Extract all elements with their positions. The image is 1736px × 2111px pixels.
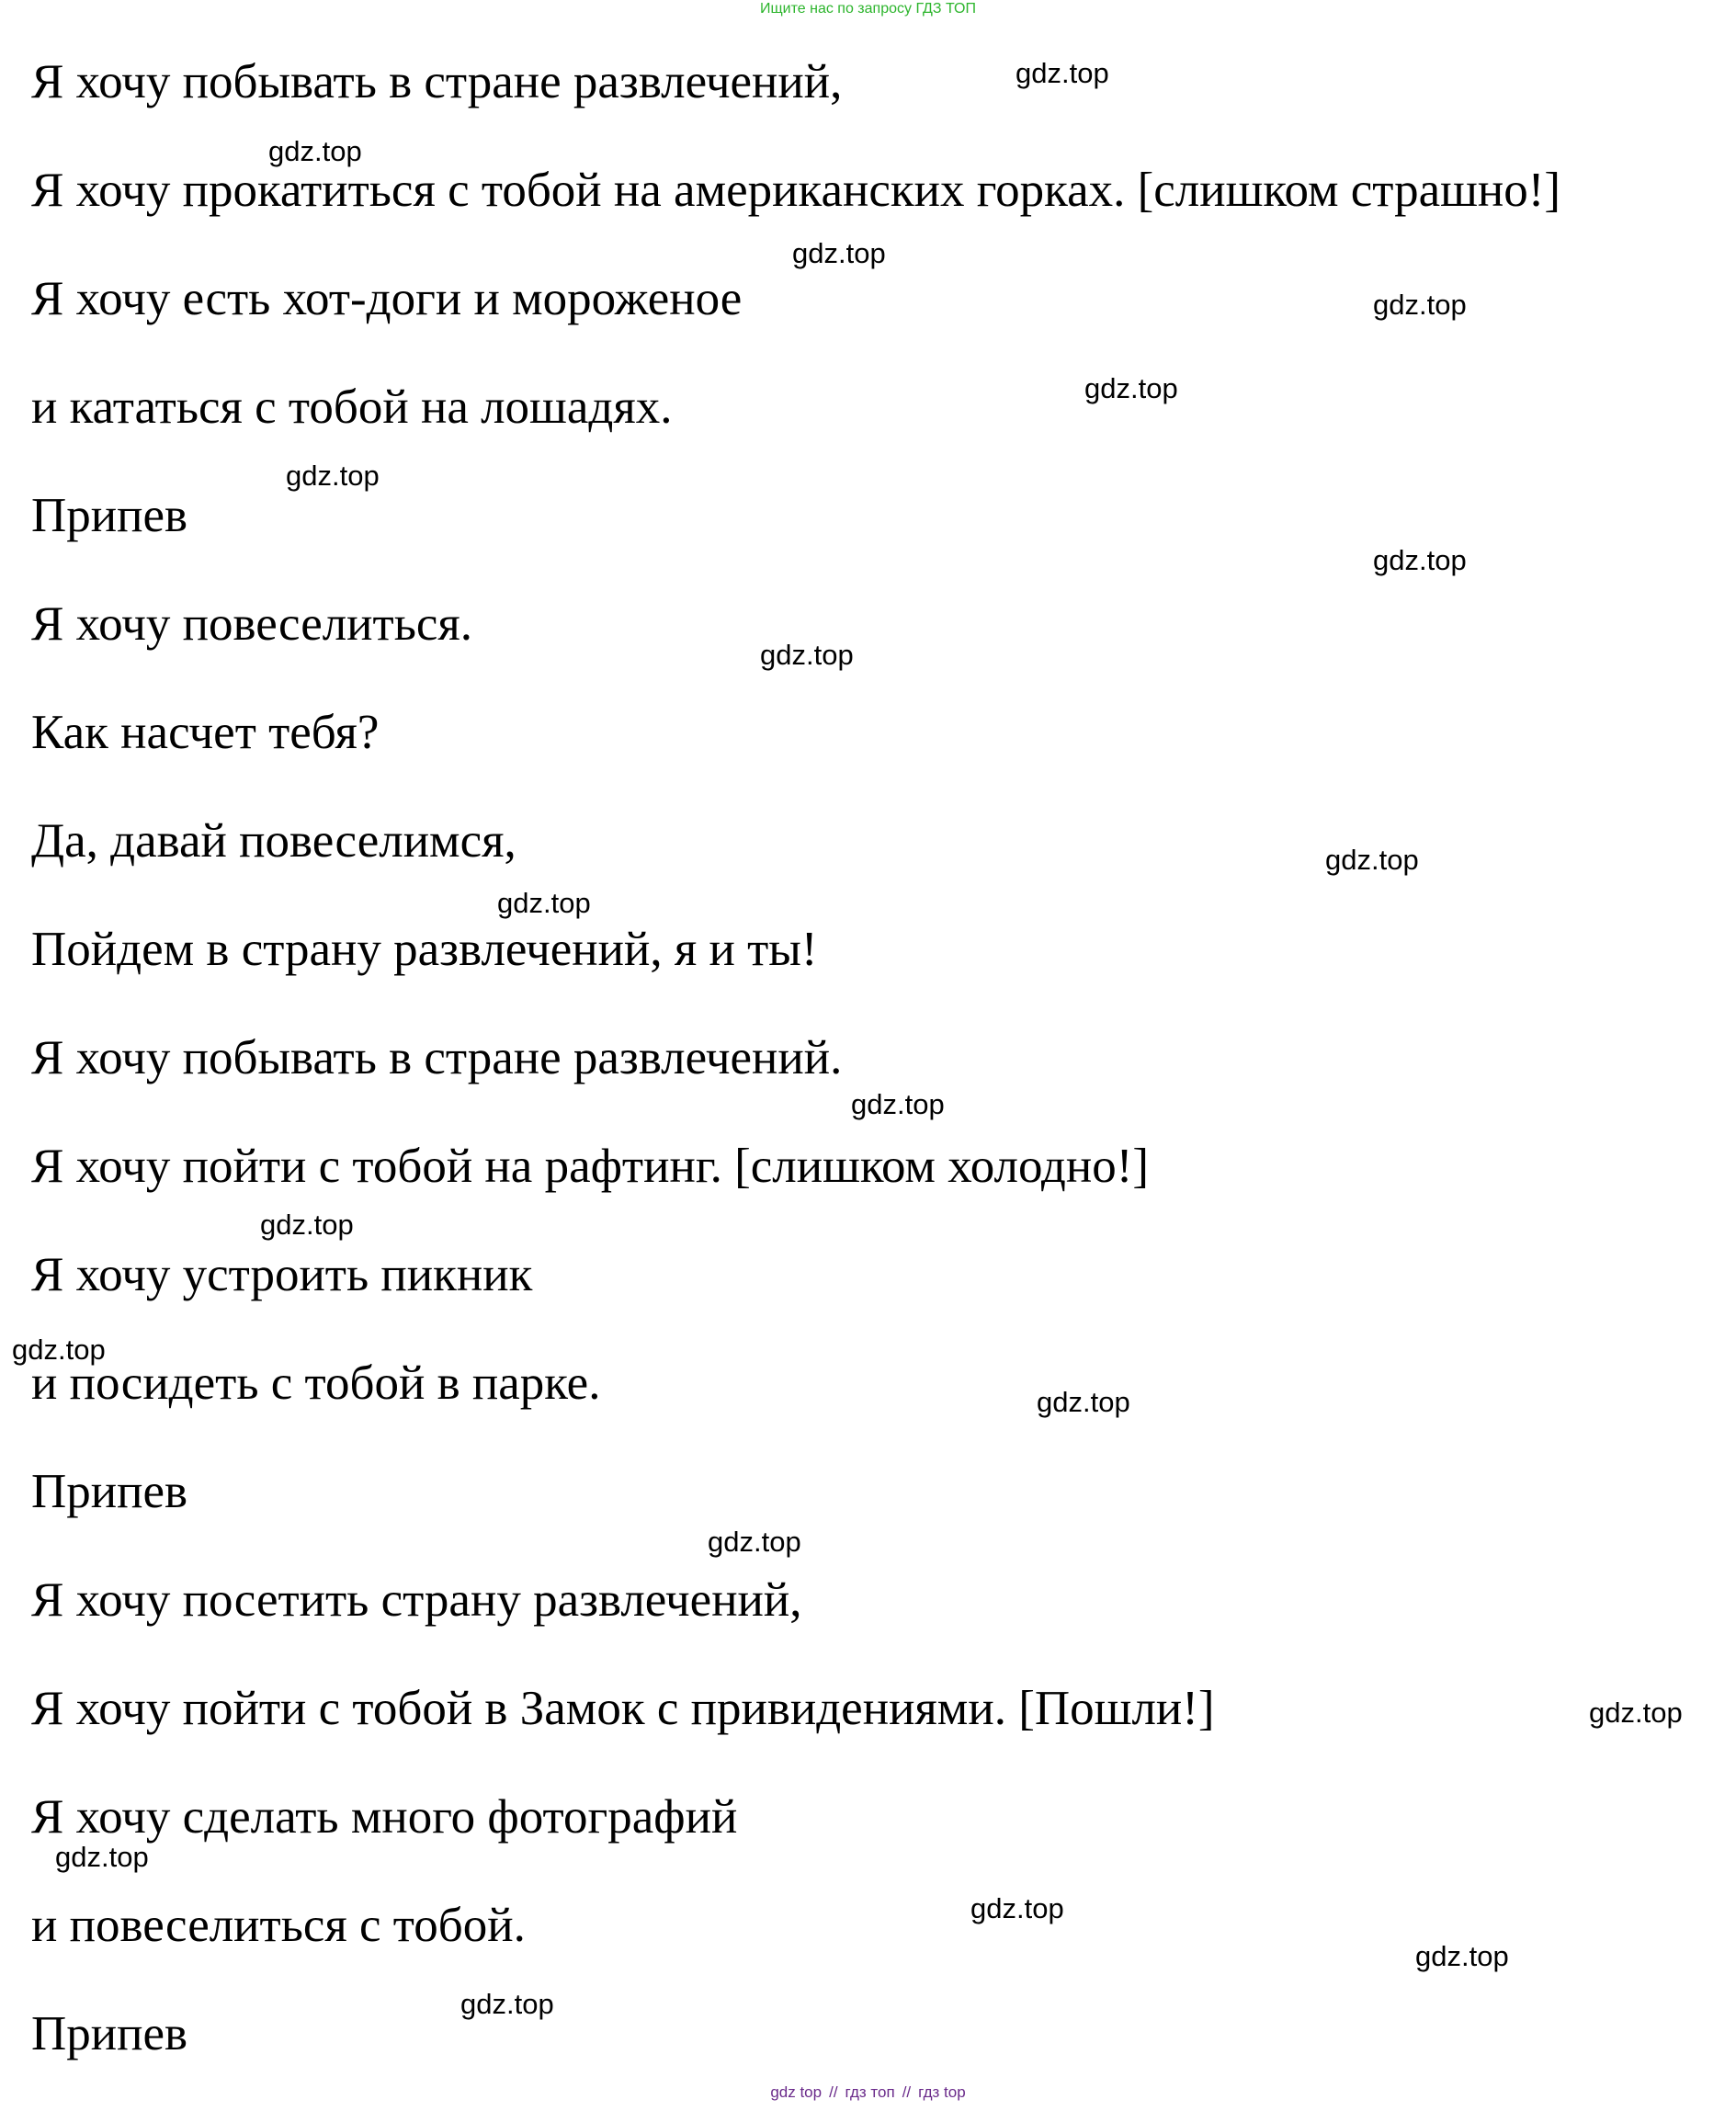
lyric-line: Я хочу устроить пикник [31, 1248, 533, 1301]
lyric-line: Припев [31, 2007, 188, 2060]
lyric-line: Я хочу прокатиться с тобой на американских горках. [слишком страшно!] [31, 164, 1561, 217]
footer-link-gdz-top-ru[interactable]: гдз топ [845, 2083, 895, 2101]
watermark: gdz.top [1415, 1940, 1509, 1972]
watermark: gdz.top [851, 1088, 945, 1120]
lyric-line: Как насчет тебя? [31, 706, 380, 759]
lyric-line: Припев [31, 1465, 188, 1518]
watermark: gdz.top [260, 1209, 354, 1241]
watermark: gdz.top [1016, 57, 1109, 89]
watermark: gdz.top [12, 1334, 106, 1366]
watermark: gdz.top [1589, 1697, 1683, 1729]
lyric-line: Я хочу побывать в стране развлечений. [31, 1031, 843, 1084]
watermark: gdz.top [970, 1892, 1064, 1924]
lyric-line: и кататься с тобой на лошадях. [31, 380, 673, 434]
footer-link-gdz-top-mixed[interactable]: гдз top [918, 2083, 966, 2101]
lyric-line: Да, давай повеселимся, [31, 814, 516, 868]
lyric-line: Я хочу повеселиться. [31, 597, 473, 651]
footer-separator: // [902, 2083, 912, 2101]
lyric-line: и посидеть с тобой в парке. [31, 1356, 601, 1410]
watermark: gdz.top [1373, 289, 1467, 321]
footer-separator: // [829, 2083, 838, 2101]
lyric-line: Я хочу побывать в стране развлечений, [31, 55, 843, 108]
watermark: gdz.top [760, 639, 854, 671]
watermark: gdz.top [1373, 544, 1467, 576]
top-banner: Ищите нас по запросу ГДЗ ТОП [760, 1, 976, 17]
footer-links [0, 2083, 1736, 2103]
lyric-line: Я хочу пойти с тобой на рафтинг. [слишком холодно!] [31, 1140, 1150, 1193]
watermark: gdz.top [708, 1526, 801, 1558]
lyric-line: Я хочу есть хот-доги и мороженое [31, 272, 743, 325]
lyric-line: Припев [31, 489, 188, 542]
footer-link-gdz-top[interactable]: gdz top [770, 2083, 823, 2101]
lyric-line: Я хочу пойти с тобой в Замок с привидениями. [Пошли!] [31, 1682, 1215, 1735]
watermark: gdz.top [1037, 1386, 1130, 1418]
lyric-line: и повеселиться с тобой. [31, 1899, 526, 1952]
watermark: gdz.top [55, 1841, 149, 1873]
lyric-line: Пойдем в страну развлечений, я и ты! [31, 923, 818, 976]
watermark: gdz.top [1084, 372, 1178, 404]
watermark: gdz.top [460, 1988, 554, 2020]
lyric-line: Я хочу посетить страну развлечений, [31, 1573, 802, 1627]
watermark: gdz.top [268, 135, 362, 167]
watermark: gdz.top [1325, 844, 1419, 876]
watermark: gdz.top [792, 237, 886, 269]
watermark: gdz.top [497, 887, 591, 919]
watermark: gdz.top [286, 460, 380, 492]
lyric-line: Я хочу сделать много фотографий [31, 1790, 738, 1844]
